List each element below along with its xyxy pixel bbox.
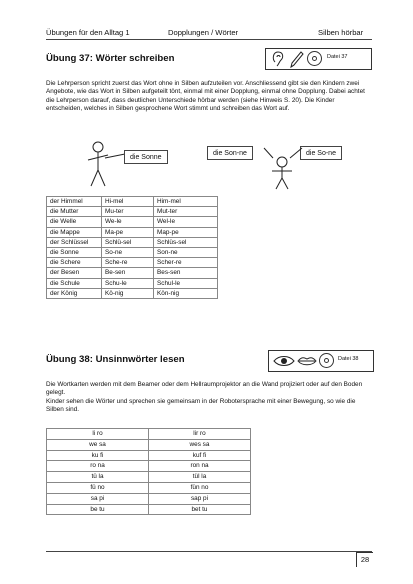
table-cell: Scher-re [154,258,218,268]
header-right: Silben hörbar [318,28,364,37]
table-cell: Schlü-sel [102,237,154,247]
table-cell: Be-sen [102,268,154,278]
exercise-37-icon-box [265,48,372,70]
exercise-38-instructions-2: Kinder sehen die Wörter und sprechen sie gemeinsam in der Robotersprache mit einer Bewegung, so wie die Silben sind. [46,398,356,414]
table-row [47,461,251,472]
table-cell: der Besen [47,268,102,278]
table-cell: Schul-le [154,278,218,288]
table-row [47,207,218,217]
table-row [47,217,218,227]
table-cell: li ro [47,429,149,440]
table-cell: Bes-sen [154,268,218,278]
exercise-38-table [46,428,251,515]
table-cell: Map-pe [154,227,218,237]
table-cell: der König [47,288,102,298]
table-row [47,482,251,493]
table-cell: der Schlüssel [47,237,102,247]
table-row [47,439,251,450]
table-cell: ron na [149,461,251,472]
table-cell: ku fi [47,450,149,461]
table-row [47,278,218,288]
speech-bubble-right-b: die So-ne [300,146,342,160]
speech-bubble-right-a: die Son-ne [207,146,253,160]
table-cell: sap pi [149,493,251,504]
audio-disc-icon [319,353,334,368]
exercise-38-file-label: Datei 38 [338,356,359,362]
table-cell: Wel-le [154,217,218,227]
table-row [47,197,218,207]
table-cell: Ma-pe [102,227,154,237]
table-cell: tül la [149,472,251,483]
header-left: Übungen für den Alltag 1 [46,28,130,37]
table-cell: die Mutter [47,207,102,217]
table-cell: Kön-nig [154,288,218,298]
exercise-37-title: Übung 37: Wörter schreiben [46,53,175,64]
table-cell: kuf fi [149,450,251,461]
table-cell: die Schere [47,258,102,268]
header-center: Dopplungen / Wörter [168,28,239,37]
stick-figure-left [86,140,110,188]
table-row [47,268,218,278]
mouth-icon [297,355,317,367]
table-cell: we sa [47,439,149,450]
table-cell: fün no [149,482,251,493]
table-row [47,227,218,237]
table-cell: We-le [102,217,154,227]
table-cell: Schu-le [102,278,154,288]
table-cell: sa pi [47,493,149,504]
table-row [47,258,218,268]
exercise-38-instructions-1: Die Wortkarten werden mit dem Beamer oder dem Hellraumprojektor an die Wand projiziert oder auf den Boden gelegt. [46,381,363,397]
table-row [47,248,218,258]
speech-bubble-left: die Sonne [124,150,168,164]
ear-icon [271,50,285,68]
table-cell: Mu-ter [102,207,154,217]
table-cell: Sche-re [102,258,154,268]
table-cell: Son-ne [154,248,218,258]
table-cell: be tu [47,504,149,515]
table-cell: die Welle [47,217,102,227]
table-row [47,288,218,298]
table-row [47,237,218,247]
table-cell: tü la [47,472,149,483]
table-cell: lir ro [149,429,251,440]
exercise-38-icon-box [268,350,374,372]
table-row [47,504,251,515]
table-row [47,493,251,504]
eye-icon [273,354,295,368]
table-cell: Kö-nig [102,288,154,298]
exercise-37-file-label: Datei 37 [327,54,348,60]
table-cell: Mut-ter [154,207,218,217]
table-row [47,429,251,440]
table-cell: ro na [47,461,149,472]
table-cell: Him-mel [154,197,218,207]
audio-disc-icon [307,51,322,66]
table-cell: die Schule [47,278,102,288]
table-cell: die Sonne [47,248,102,258]
page-number: 28 [356,552,373,567]
exercise-37-instructions: Die Lehrperson spricht zuerst das Wort ohne in Silben aufzuteilen vor. Anschliessend gibt sie den Kindern zwei Angebote, wie das Wort in Silben aufgeteilt tönt, einmal mit einer Dopplung, einmal ohne Dopplung. Dabei achtet die Lehrperson darauf, dass deutlichen Unterschiede hörbar werden (siehe Hinweis S. 20). Die Kinder entscheiden, welches in Silben gesprochene Wort stimmt und schreiben das Wort auf. [46,80,365,112]
table-cell: bet tu [149,504,251,515]
table-cell: So-ne [102,248,154,258]
header-rule [46,39,372,40]
exercise-38-title: Übung 38: Unsinnwörter lesen [46,354,185,365]
table-row [47,472,251,483]
footer-rule [46,551,372,552]
pencil-icon [288,50,304,68]
table-cell: wes sa [149,439,251,450]
speech-pointer-left [104,150,126,160]
table-cell: Schlüs-sel [154,237,218,247]
table-cell: Hi-mel [102,197,154,207]
exercise-37-table [46,196,218,299]
table-cell: der Himmel [47,197,102,207]
table-cell: die Mappe [47,227,102,237]
table-row [47,450,251,461]
stick-figure-right [258,140,308,190]
table-cell: fü no [47,482,149,493]
